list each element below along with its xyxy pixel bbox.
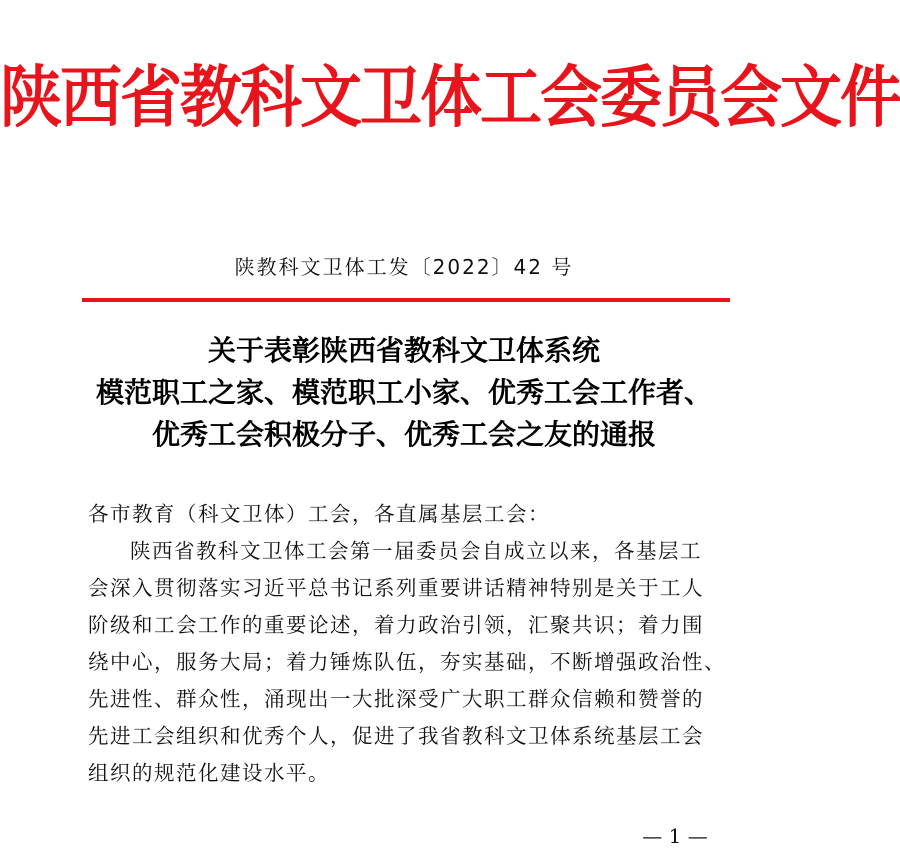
title-line-2: 模范职工之家、模范职工小家、优秀工会工作者、 — [95, 376, 712, 409]
document-masthead: 陕西省教科文卫体工会委员会文件 — [0, 58, 900, 137]
paragraph-line: 先进性、群众性，涌现出一大批深受广大职工群众信赖和赞誉的 — [88, 687, 704, 711]
document-body — [88, 496, 728, 792]
title-line-3: 优秀工会积极分子、优秀工会之友的通报 — [151, 418, 656, 451]
paragraph-line: 阶级和工会工作的重要论述，着力政治引领，汇聚共识；着力围 — [88, 613, 704, 637]
page-number: — 1 — — [642, 824, 708, 848]
paragraph-line: 会深入贯彻落实习近平总书记系列重要讲话精神特别是关于工人 — [88, 576, 704, 600]
red-separator-line — [82, 298, 730, 302]
document-title — [60, 330, 748, 456]
document-number: 陕教科文卫体工发〔2022〕42 号 — [234, 255, 574, 279]
title-line-1: 关于表彰陕西省教科文卫体系统 — [207, 334, 600, 367]
paragraph-line: 组织的规范化建设水平。 — [88, 761, 330, 785]
paragraph-line: 绕中心，服务大局；着力锤炼队伍，夯实基础，不断增强政治性、 — [88, 650, 726, 674]
salutation: 各市教育（科文卫体）工会，各直属基层工会： — [88, 502, 550, 526]
paragraph-line: 陕西省教科文卫体工会第一届委员会自成立以来，各基层工 — [130, 539, 702, 563]
paragraph-line: 先进工会组织和优秀个人，促进了我省教科文卫体系统基层工会 — [88, 724, 704, 748]
